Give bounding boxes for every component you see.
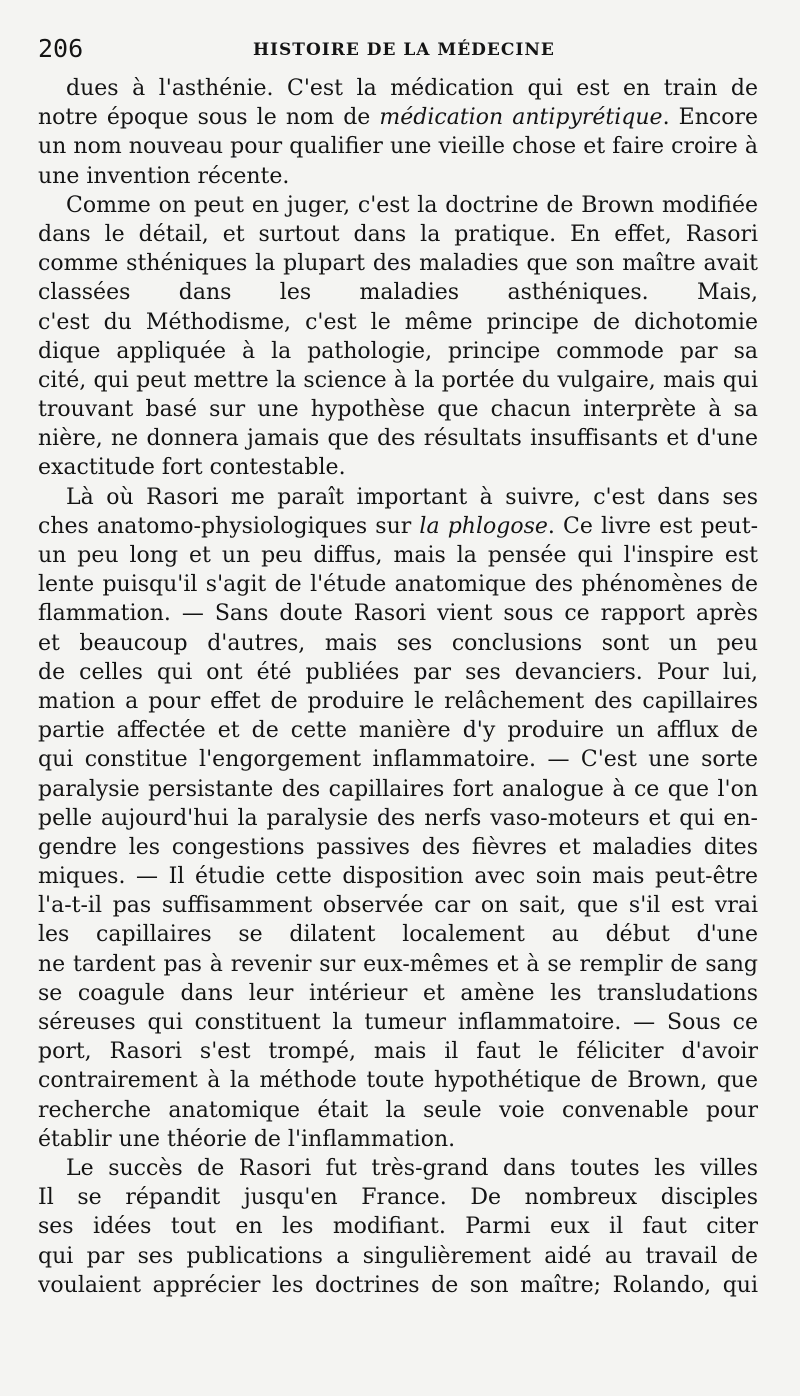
text-line [38,337,758,366]
line-content: les capillaires se dilatent localement au début d'une [38,922,758,948]
text-segment: . Ce livre est peut- [547,513,758,539]
text-line [38,1242,758,1271]
line-content: Comme on peut en juger, c'est la doctrine de Brown modifiée [66,192,758,218]
text-line [38,891,758,920]
line-content: lente puisqu'il s'agit de l'étude anatomique des phénomènes de [38,572,758,598]
text-line [38,687,758,716]
line-content: c'est du Méthodisme, c'est le même principe de dichotomie [38,309,758,335]
text-line [38,716,758,745]
body-text [38,74,758,1300]
text-line [38,1154,758,1183]
text-line [38,1037,758,1066]
text-line [38,395,758,424]
text-line [38,541,758,570]
line-content: se coagule dans leur intérieur et amène les transludations [38,980,758,1006]
text-line [38,220,758,249]
line-content: classées dans les maladies asthéniques. Mais, [38,280,758,306]
italic-term: médication antipyrétique [379,105,663,131]
text-segment: ches anatomo-physiologiques sur [38,513,420,539]
line-content: un nom nouveau pour qualifier une vieille chose et faire croire à [38,134,758,160]
line-content: flammation. — Sans doute Rasori vient sous ce rapport après [38,601,758,627]
line-content: ses idées tout en les modifiant. Parmi eux il faut citer [38,1214,758,1240]
text-line [38,599,758,628]
text-line [38,278,758,307]
line-content: partie affectée et de cette manière d'y produire un afflux de [38,718,758,744]
text-line [38,745,758,774]
text-segment: . Encore [662,105,758,131]
line-content: gendre les congestions passives des fièvres et maladies dites [38,834,758,860]
text-line [38,132,758,161]
text-line [38,453,758,482]
line-content: dans le détail, et surtout dans la pratique. En effet, Rasori [38,221,758,247]
text-line [38,74,758,103]
text-line [38,658,758,687]
line-content: trouvant basé sur une hypothèse que chacun interprète à sa [38,397,758,423]
page-number: 206 [38,34,84,63]
text-line [38,950,758,979]
running-header [38,34,758,62]
line-content [38,105,758,130]
paragraph [38,483,758,1154]
text-line [38,1183,758,1212]
text-line [38,162,758,191]
text-line [38,191,758,220]
line-content: nière, ne donnera jamais que des résultats insuffisants et d'une [38,426,758,452]
text-line [38,1008,758,1037]
text-line [38,920,758,949]
text-line [38,570,758,599]
line-content: paralysie persistante des capillaires fort analogue à ce que l'on [38,776,758,802]
text-line [38,979,758,1008]
line-content: Il se répandit jusqu'en France. De nombreux disciples [38,1185,758,1211]
text-line [38,249,758,278]
line-content: de celles qui ont été publiées par ses devanciers. Pour lui, [38,659,758,685]
line-content: comme sthéniques la plupart des maladies que son maître avait [38,251,758,277]
line-content: miques. — Il étudie cette disposition avec soin mais peut-être [38,864,758,890]
text-line [38,1212,758,1241]
running-title: HISTOIRE DE LA MÉDECINE [253,40,555,60]
line-content: cité, qui peut mettre la science à la portée du vulgaire, mais qui [38,367,758,393]
line-content: mation a pour effet de produire le relâchement des capillaires [38,688,758,714]
text-line [38,424,758,453]
italic-term: la phlogose [419,513,548,539]
line-content: établir une théorie de l'inflammation. [38,1126,456,1152]
paragraph [38,191,758,483]
text-line [38,1271,758,1300]
text-segment: notre époque sous le nom de [38,105,380,131]
line-content: et beaucoup d'autres, mais ses conclusions sont un peu [38,630,758,656]
line-content [38,514,758,541]
text-line [38,366,758,395]
text-line [38,512,758,541]
text-line [38,862,758,891]
line-content: contrairement à la méthode toute hypothétique de Brown, que [38,1068,758,1094]
line-content: Le succès de Rasori fut très-grand dans toutes les villes [66,1155,758,1181]
line-content: un peu long et un peu diffus, mais la pensée qui l'inspire est [38,543,758,568]
line-content: dues à l'asthénie. C'est la médication qui est en train de [66,76,758,101]
line-content: une invention récente. [38,163,290,189]
line-content: voulaient apprécier les doctrines de son maître; Rolando, qui [38,1272,758,1298]
line-content: pelle aujourd'hui la paralysie des nerfs vaso-moteurs et qui en- [38,805,758,831]
text-line [38,483,758,512]
paragraph [38,74,758,191]
text-line [38,629,758,658]
line-content: port, Rasori s'est trompé, mais il faut le féliciter d'avoir [38,1039,758,1065]
line-content: qui constitue l'engorgement inflammatoire. — C'est une sorte [38,747,758,773]
line-content: qui par ses publications a singulièrement aidé au travail de [38,1243,758,1269]
text-line [38,308,758,337]
text-line [38,833,758,862]
text-line [38,1125,758,1154]
text-line [38,804,758,833]
line-content: ne tardent pas à revenir sur eux-mêmes et à se remplir de sang [38,951,758,977]
text-line [38,103,758,132]
text-line [38,1096,758,1125]
line-content: dique appliquée à la pathologie, principe commode par sa [38,338,758,364]
paragraph [38,1154,758,1300]
line-content: recherche anatomique était la seule voie convenable pour [38,1097,758,1123]
text-line [38,1066,758,1095]
line-content: exactitude fort contestable. [38,455,346,481]
line-content: l'a-t-il pas suffisamment observée car on sait, que s'il est vrai [38,893,758,919]
text-line [38,775,758,804]
line-content: Là où Rasori me paraît important à suivre, c'est dans ses [66,484,758,510]
line-content: séreuses qui constituent la tumeur inflammatoire. — Sous ce [38,1010,758,1035]
